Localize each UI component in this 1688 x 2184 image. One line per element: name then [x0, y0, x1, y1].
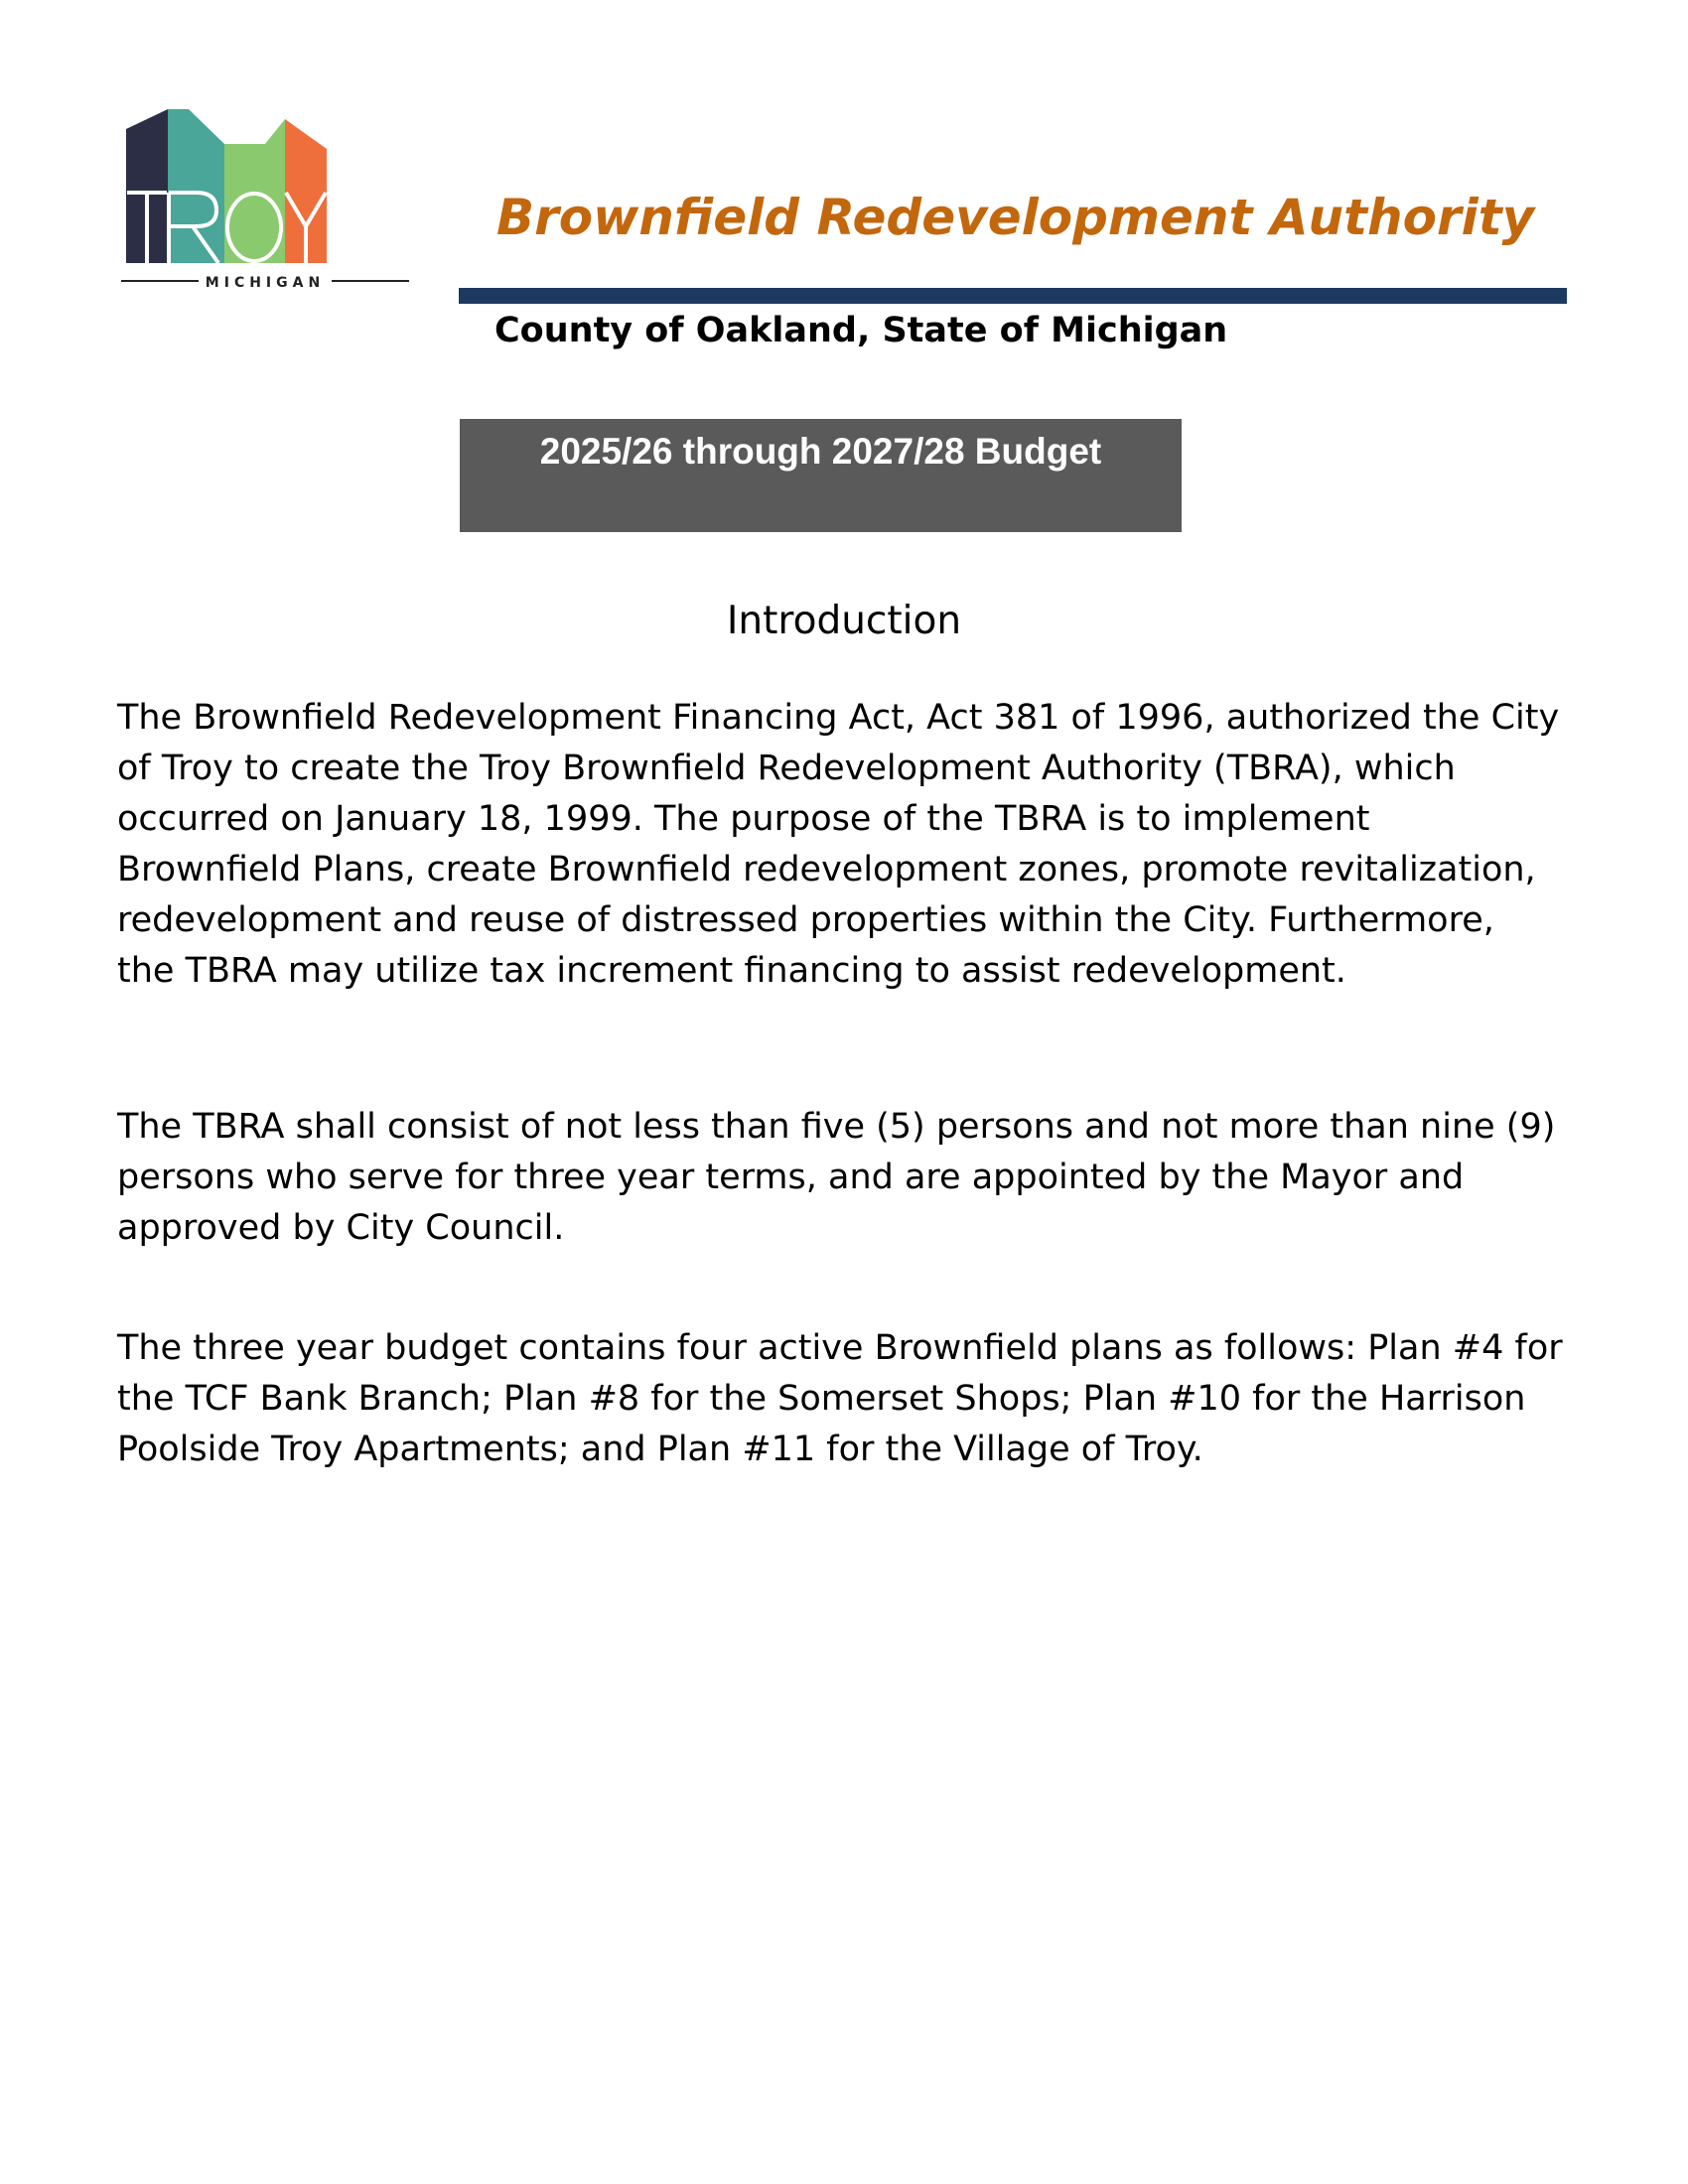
troy-logo [121, 99, 419, 298]
county-subtitle: County of Oakland, State of Michigan [494, 311, 1228, 350]
title-rule [459, 288, 1567, 304]
paragraph-line: of Troy to create the Troy Brownfield Redevelopment Authority (TBRA), which [117, 749, 1456, 788]
paragraph-line: the TCF Bank Branch; Plan #8 for the Somerset Shops; Plan #10 for the Harrison [117, 1379, 1526, 1419]
paragraph-line: persons who serve for three year terms, and are appointed by the Mayor and [117, 1158, 1465, 1197]
document-title: Brownfield Redevelopment Authority [496, 189, 1535, 246]
paragraph-line: occurred on January 18, 1999. The purpose of the TBRA is to implement [117, 799, 1370, 839]
paragraph-membership [117, 1102, 1577, 1254]
paragraph-act [117, 693, 1577, 997]
paragraph-line: The three year budget contains four active Brownfield plans as follows: Plan #4 for [117, 1328, 1563, 1368]
budget-banner [460, 419, 1182, 532]
paragraph-line: approved by City Council. [117, 1208, 565, 1248]
section-heading: Introduction [726, 599, 962, 643]
paragraph-line: The TBRA shall consist of not less than five (5) persons and not more than nine (9) [117, 1107, 1556, 1147]
paragraph-line: redevelopment and reuse of distressed properties within the City. Furthermore, [117, 900, 1494, 940]
paragraph-line: the TBRA may utilize tax increment financing to assist redevelopment. [117, 951, 1346, 991]
paragraph-plans [117, 1323, 1577, 1475]
paragraph-line: Brownfield Plans, create Brownfield redevelopment zones, promote revitalization, [117, 850, 1536, 889]
budget-banner-text: 2025/26 through 2027/28 Budget [539, 431, 1102, 472]
paragraph-line: The Brownfield Redevelopment Financing Act, Act 381 of 1996, authorized the City [117, 698, 1560, 738]
logo-subtext: MICHIGAN [205, 275, 326, 291]
paragraph-line: Poolside Troy Apartments; and Plan #11 for the Village of Troy. [117, 1430, 1203, 1469]
